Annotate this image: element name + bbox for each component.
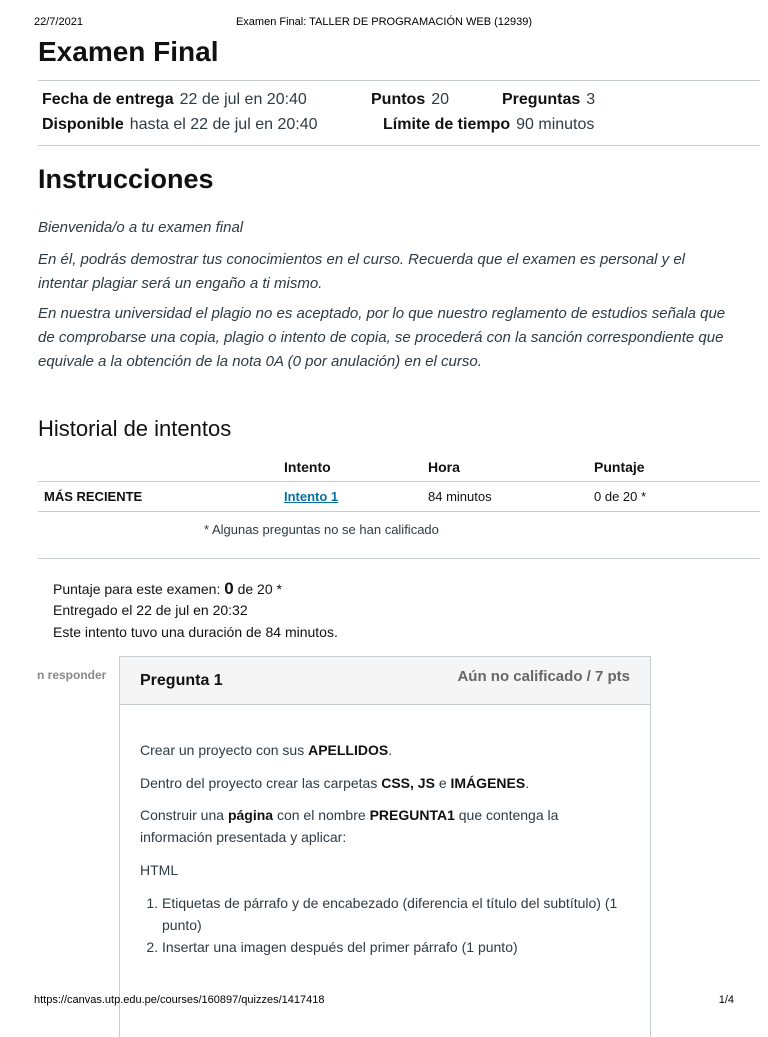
question-card	[119, 656, 651, 1037]
list-item: 2. Insertar una imagen después del primer párrafo (1 punto)	[162, 936, 642, 958]
attempt-cell	[284, 482, 428, 512]
page-number: 1/4	[718, 994, 734, 1006]
time-cell: 84 minutos	[428, 482, 594, 512]
score-cell: 0 de 20 *	[594, 482, 760, 512]
emphasis: IMÁGENES	[450, 775, 526, 791]
row-label: MÁS RECIENTE	[38, 482, 284, 512]
table-header-row	[38, 452, 760, 482]
text: Construir una	[140, 807, 228, 823]
page-title: Examen Final	[38, 36, 219, 67]
score-value: 0	[224, 579, 234, 598]
points-label: Puntos	[371, 91, 426, 108]
question-line-1	[140, 739, 620, 761]
print-date: 22/7/2021	[34, 16, 83, 28]
column-header-blank	[38, 452, 284, 482]
questions-label: Preguntas	[502, 91, 581, 108]
points-value: 20	[431, 91, 450, 108]
duration-text: Este intento tuvo una duración de 84 minutos.	[53, 624, 338, 640]
instructions-p2: En él, podrás demostrar tus conocimientos en el curso. Recuerda que el examen es personal y el intentar plagiar será un engaño a ti mismo.	[38, 251, 686, 292]
table-row	[38, 482, 760, 512]
print-url: https://canvas.utp.edu.pe/courses/160897/quizzes/1417418	[34, 994, 325, 1006]
history-heading: Historial de intentos	[38, 416, 232, 441]
score-suffix: de 20 *	[237, 581, 282, 597]
attempt-history-table	[38, 452, 760, 512]
column-header-time: Hora	[428, 452, 594, 482]
score-summary	[53, 579, 282, 599]
attempt-link[interactable]: Intento 1	[284, 489, 339, 504]
grading-note: * Algunas preguntas no se han calificado	[204, 522, 439, 537]
submitted-text: Entregado el 22 de jul en 20:32	[53, 602, 248, 618]
available	[42, 116, 317, 134]
text: Crear un proyecto con sus	[140, 742, 309, 758]
divider	[38, 145, 760, 146]
question-line-4: HTML	[140, 862, 179, 878]
text: .	[525, 775, 530, 791]
emphasis: página	[227, 807, 274, 823]
time-limit-value: 90 minutos	[516, 116, 595, 133]
list-item: 1. Etiquetas de párrafo y de encabezado (diferencia el título del subtítulo) (1 punto)	[162, 892, 642, 936]
available-label: Disponible	[42, 116, 124, 133]
emphasis: CSS, JS	[381, 775, 435, 791]
question-title: Pregunta 1	[140, 672, 223, 689]
question-line-3	[140, 804, 620, 848]
requirements-list	[140, 892, 642, 958]
available-value: hasta el 22 de jul en 20:40	[129, 116, 318, 133]
unanswered-label: n responder	[37, 668, 107, 682]
instructions-p1: Bienvenida/o a tu examen final	[38, 219, 244, 236]
questions-count	[502, 91, 595, 109]
due-date	[42, 91, 307, 109]
due-value: 22 de jul en 20:40	[179, 91, 307, 108]
questions-value: 3	[586, 91, 596, 108]
column-header-attempt: Intento	[284, 452, 428, 482]
print-title: Examen Final: TALLER DE PROGRAMACIÓN WEB (12939)	[235, 16, 533, 28]
score-prefix: Puntaje para este examen:	[53, 581, 221, 597]
instructions-heading: Instrucciones	[38, 164, 214, 194]
points	[371, 91, 449, 109]
divider	[38, 558, 760, 559]
text: que contenga la información presentada y aplicar:	[140, 807, 559, 845]
question-points: Aún no calificado / 7 pts	[457, 668, 630, 685]
divider	[38, 80, 760, 81]
question-line-2	[140, 772, 620, 794]
instructions-p3: En nuestra universidad el plagio no es aceptado, por lo que nuestro reglamento de estudios señala que de comprobarse una copia, plagio o intento de copia, se procederá con la sanción correspondiente que equivale a la obtención de la nota 0A (0 por anulación) en el curso.	[38, 305, 726, 370]
question-header	[120, 657, 650, 705]
time-limit-label: Límite de tiempo	[383, 116, 511, 133]
time-limit	[383, 116, 594, 134]
text: e	[434, 775, 451, 791]
due-label: Fecha de entrega	[42, 91, 174, 108]
text: Dentro del proyecto crear las carpetas	[140, 775, 382, 791]
text: con el nombre	[273, 807, 370, 823]
column-header-score: Puntaje	[594, 452, 760, 482]
emphasis: PREGUNTA1	[369, 807, 455, 823]
text: .	[388, 742, 393, 758]
emphasis: APELLIDOS	[308, 742, 389, 758]
